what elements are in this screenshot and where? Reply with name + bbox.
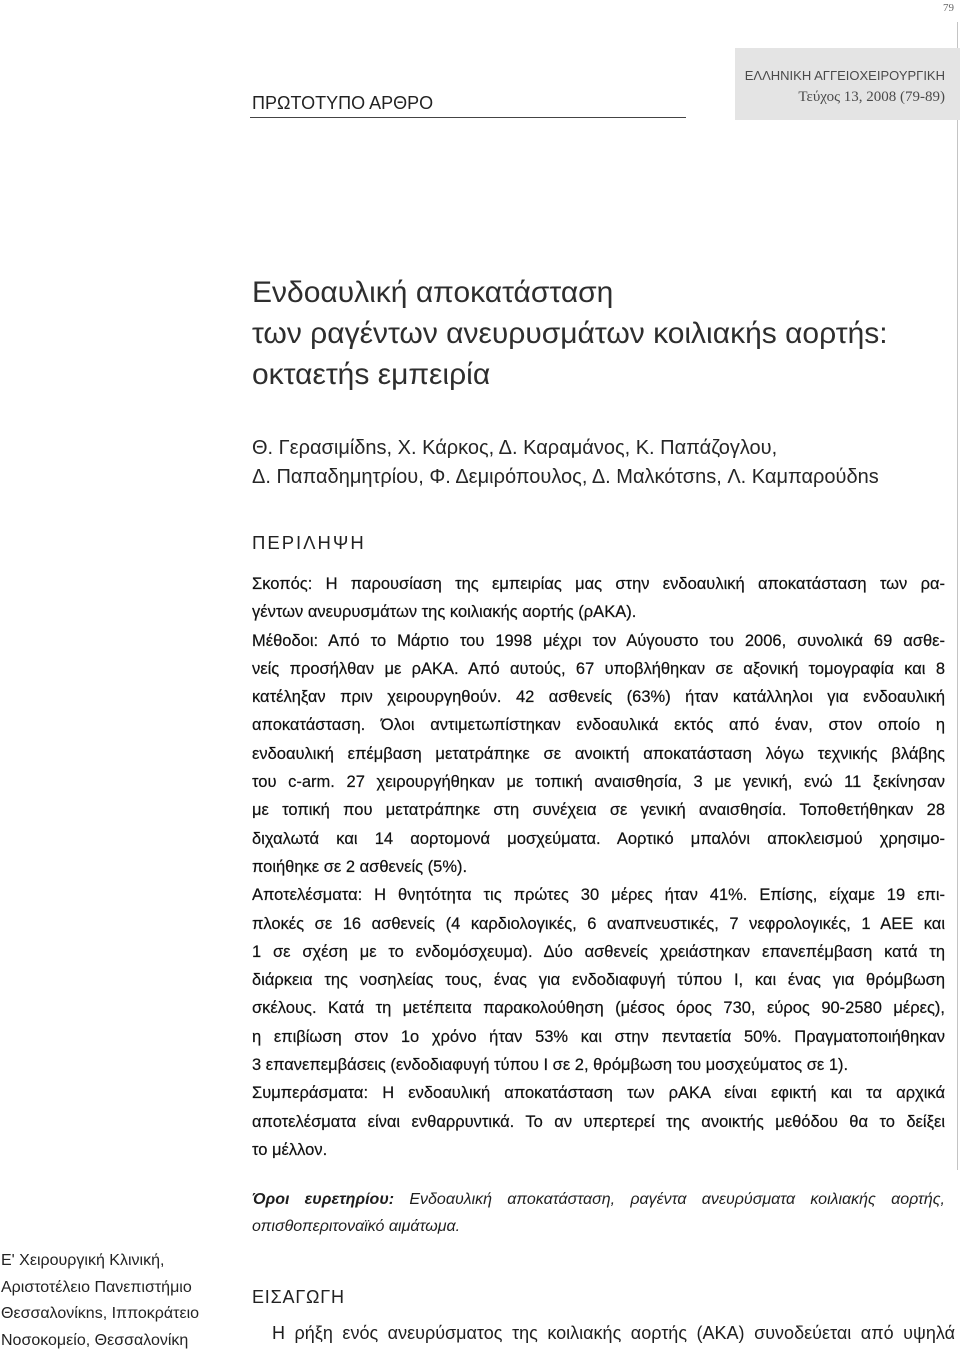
introduction-heading: ΕΙΣΑΓΩΓΗ xyxy=(252,1287,345,1307)
abstract-line: το μέλλον. xyxy=(252,1140,328,1159)
abstract-line: αποκατάσταση. Όλοι αντιμετωπίστηκαν ενδοαυλικά εκτός από έναν, στον οποίο η xyxy=(252,716,945,735)
title-line: οκταετήs εμπειρία xyxy=(252,358,491,391)
affiliation-line: Ε' Χειρουργική Κλινική, xyxy=(1,1252,165,1269)
abstract-line: 1 σε σχέση με το ενδομόσχευμα). Δύο ασθενείς χρειάστηκαν επανεπέμβαση κατά τη xyxy=(252,942,945,961)
abstract-line: 3 επανεπεμβάσεις (ενδοδιαφυγή τύπου Ι σε 2, θρόμβωση του μοσχεύματος σε 1). xyxy=(252,1056,849,1075)
abstract-line: με τοπική που μετατράπηκε στη συνέχεια σε γενική αναισθησία. Τοποθετήθηκαν 28 xyxy=(252,801,945,820)
abstract-line: νείς προσήλθαν με ρΑΚΑ. Από αυτούς, 67 υποβλήθηκαν σε αξονική τομογραφία και 8 xyxy=(252,659,945,678)
index-terms xyxy=(252,1186,945,1240)
index-terms-text: Ενδοαυλική αποκατάσταση, ραγέντα ανευρύσματα κοιλιακής αορτής, xyxy=(409,1191,946,1208)
introduction-line: Η ρήξη ενός ανευρύσματος της κοιλιακής αορτής (ΑΚΑ) συνοδεύεται από υψηλά xyxy=(272,1323,955,1343)
author-list xyxy=(252,434,952,492)
authors-line: Θ. Γερασιμίδns, Χ. Κάρκος, Δ. Καραμάνος, Κ. Παπάζογλου, xyxy=(252,437,778,459)
abstract-line: αποτελέσματα είναι ενθαρρυντικά. Το αν υπερτερεί της ανοικτής μεθόδου θα το δείξει xyxy=(252,1112,945,1131)
journal-box xyxy=(735,48,960,120)
article-title xyxy=(252,272,952,395)
affiliation-line: Νοσοκομείο, Θεσσαλονίκη xyxy=(1,1331,189,1349)
journal-name: ΕΛΛΗΝΙΚΗ ΑΓΓΕΙΟΧΕΙΡΟΥΡΓΙΚΗ xyxy=(744,68,945,83)
abstract-line: Αποτελέσματα: Η θνητότητα τις πρώτες 30 μέρες ήταν 41%. Επίσης, είχαμε 19 επι- xyxy=(252,886,945,905)
abstract-line: Συμπεράσματα: Η ενδοαυλική αποκατάσταση των ρΑΚΑ είναι εφικτή και τα αρχικά xyxy=(252,1084,945,1103)
affiliation-line: Θεσσαλονίκns, Ιπποκράτειο xyxy=(1,1305,200,1322)
abstract-line: ποιήθηκε σε 2 ασθενείς (5%). xyxy=(252,857,468,876)
abstract-line: ενδοαυλική επέμβαση μετατράπηκε σε ανοικτή αποκατάσταση λόγω τεχνικής βλάβης xyxy=(252,744,945,763)
title-line: των ραγέντων ανευρυσμάτων κοιλιακήs αορτήs: xyxy=(252,317,888,350)
abstract-line: Σκοπός: Η παρουσίαση της εμπειρίας μας στην ενδοαυλική αποκατάσταση των ρα- xyxy=(252,575,945,593)
abstract-line: γέντων ανευρυσμάτων της κοιλιακής αορτής (ρΑΚΑ). xyxy=(252,603,637,622)
page-edge-rule xyxy=(957,22,958,1170)
index-terms-line: οπισθοπεριτοναϊκό αιμάτωμα. xyxy=(252,1218,461,1235)
authors-line: Δ. Παπαδημητρίου, Φ. Δεμιρόπουλος, Δ. Μαλκότσns, Λ. Καμπαρούδns xyxy=(252,466,879,488)
page-number: 79 xyxy=(943,2,954,14)
abstract-heading: ΠΕΡΙΛΗΨΗ xyxy=(252,532,366,553)
abstract-line: του c-arm. 27 χειρουργήθηκαν με τοπική αναισθησία, 3 με γενική, ενώ 11 ξεκίνησαν xyxy=(252,773,945,792)
abstract-body xyxy=(252,570,945,1164)
title-line: Ενδοαυλική αποκατάσταση xyxy=(252,276,614,309)
index-terms-line xyxy=(252,1186,945,1213)
index-terms-label: Όροι ευρετηρίου: xyxy=(252,1191,395,1208)
author-affiliation xyxy=(1,1248,226,1354)
affiliation-line: Αριστοτέλειο Πανεπιστήμιο xyxy=(1,1278,192,1296)
abstract-line: διάρκεια της νοσηλείας τους, ένας για ενδοδιαφυγή τύπου Ι, και ένας για θρόμβωση xyxy=(252,971,945,990)
abstract-line: πλοκές σε 16 ασθενείς (4 καρδιολογικές, 6 αναπνευστικές, 7 νεφρολογικές, 1 ΑΕΕ και xyxy=(252,914,945,933)
article-type-underline xyxy=(250,117,686,118)
article-type-label: ΠΡΩΤΟΤΥΠΟ ΑΡΘΡΟ xyxy=(252,93,434,113)
abstract-line: η επιβίωση στον 1ο χρόνο ήταν 53% και στην πενταετία 50%. Πραγματοποιήθηκαν xyxy=(252,1027,945,1046)
abstract-line: Μέθοδοι: Από το Μάρτιο του 1998 μέχρι τον Αύγουστο του 2006, συνολικά 69 ασθε- xyxy=(252,631,945,650)
abstract-line: διχαλωτά και 14 αορτομονά μοσχεύματα. Αορτικό μπαλόνι αποκλεισμού χρησιμο- xyxy=(252,829,945,848)
introduction-body xyxy=(272,1319,955,1347)
abstract-line: κατέληξαν πριν χειρουργηθούν. 42 ασθενείς (63%) ήταν κατάλληλοι για ενδοαυλική xyxy=(252,688,945,707)
abstract-line: σκέλους. Κατά τη μετέπειτα παρακολούθηση (μέσος όρος 730, εύρος 90-2580 μέρες), xyxy=(252,999,945,1018)
journal-issue: Τεύχος 13, 2008 (79-89) xyxy=(798,89,945,105)
